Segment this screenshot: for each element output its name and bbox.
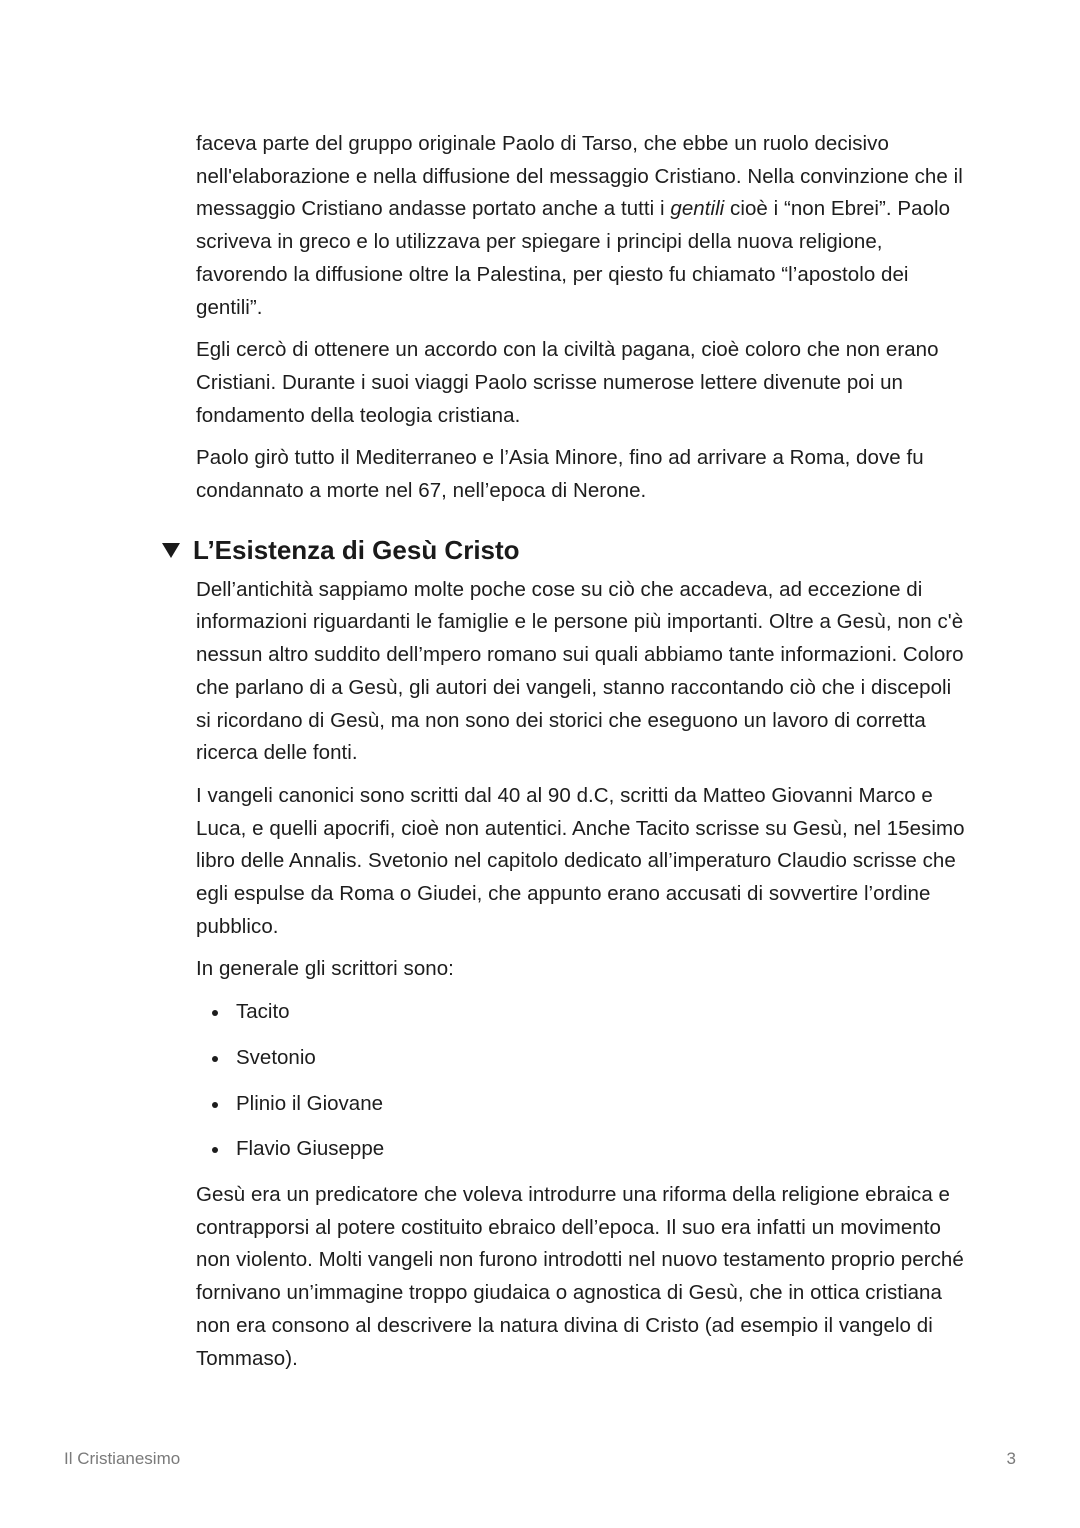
writers-list (196, 996, 966, 1166)
footer-page-number: 3 (1006, 1449, 1016, 1468)
paragraph-text: faceva parte del gruppo originale Paolo di Tarso, che ebbe un ruolo decisivo nell'elaborazione e nella diffusione del messaggio Cristiano. Nella convinzione che il messaggio Cristiano andasse portato anche a tutti i (196, 132, 963, 221)
toggle-arrow-icon[interactable] (162, 543, 180, 558)
paragraph-vangeli-canonici: I vangeli canonici sono scritti dal 40 al 90 d.C, scritti da Matteo Giovanni Marco e Luca, e quelli apocrifi, cioè non autentici. Anche Tacito scrisse su Gesù, nel 15esimo libro delle Annalis. Svetonio nel capitolo dedicato all’imperaturo Claudio scrisse che egli espulse da Roma o Giudei, che appunto erano accusati di sovvertire l’ordine pubblico. (196, 783, 965, 938)
paragraph-text: cioè i “non Ebrei”. Paolo scriveva in greco e lo utilizzava per spiegare i principi della nuova religione, favorendo la diffusione oltre la Palestina, per qiesto fu chiamato “l’apostolo dei gentili”. (196, 197, 951, 319)
paragraph-viaggi-paolo: Paolo girò tutto il Mediterraneo e l’Asia Minore, fino ad arrivare a Roma, dove fu condannato a morte nel 67, nell’epoca di Nerone. (196, 446, 924, 503)
italic-term: gentili (670, 197, 725, 221)
list-item-text: Svetonio (236, 1045, 316, 1069)
paragraph-antichita: Dell’antichità sappiamo molte poche cose su ciò che accadeva, ad eccezione di informazioni riguardanti le famiglie e le persone più importanti. Oltre a Gesù, non c'è nessun altro suddito dell’mpero romano sui quali abbiamo tante informazioni. Coloro che parlano di a Gesù, gli autori dei vangeli, stanno raccontando ciò che i discepoli si ricordano di Gesù, ma non sono dei storici che eseguono un lavoro di corretta ricerca delle fonti. (196, 577, 964, 765)
list-item (196, 996, 966, 1029)
bullet-icon (212, 1056, 218, 1062)
list-item-text: Flavio Giuseppe (236, 1137, 385, 1161)
list-item-text: Tacito (236, 1000, 290, 1024)
list-item (196, 1133, 966, 1166)
paragraph-gesu-predicatore: Gesù era un predicatore che voleva introdurre una riforma della religione ebraica e contrapporsi al potere costituito ebraico dell’epoca. Il suo era infatti un movimento non violento. Molti vangeli non furono introdotti nel nuovo testamento proprio perché fornivano un’immagine troppo giudaica o agnostica di Gesù, che in ottica cristiana non era consono al descrivere la natura divina di Cristo (ad esempio il vangelo di Tommaso). (196, 1182, 964, 1370)
list-item (196, 1088, 966, 1121)
paragraph-paolo-gentili (196, 128, 966, 324)
bullet-icon (212, 1102, 218, 1108)
footer-document-title: Il Cristianesimo (64, 1449, 181, 1468)
bullet-icon (212, 1147, 218, 1153)
paragraph-accordo-civilta: Egli cercò di ottenere un accordo con la civiltà pagana, cioè coloro che non erano Cristiani. Durante i suoi viaggi Paolo scrisse numerose lettere divenute poi un fondamento della teologia cristiana. (196, 338, 939, 427)
page-content (193, 128, 966, 1385)
section-heading: L’Esistenza di Gesù Cristo (193, 534, 520, 565)
toggle-heading-esistenza[interactable] (162, 532, 966, 568)
bullet-icon (212, 1010, 218, 1016)
list-item (196, 1042, 966, 1075)
list-item-text: Plinio il Giovane (236, 1091, 383, 1115)
paragraph-scrittori-intro: In generale gli scrittori sono: (196, 957, 454, 981)
